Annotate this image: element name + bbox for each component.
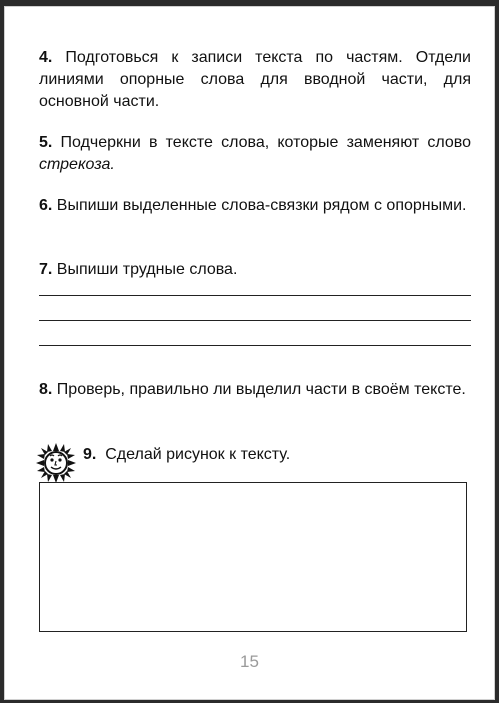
task-number: 7. [39, 261, 53, 278]
task-number: 4. [39, 49, 53, 66]
task-text: Проверь, правильно ли выделил части в своём тексте. [56, 381, 466, 398]
task-text: Сделай рисунок к тексту. [105, 446, 291, 463]
task-text: Подготовься к записи текста по частям. Отдели линиями опорные слова для вводной части, для основной части. [39, 49, 471, 110]
task-text-italic: стрекоза. [39, 156, 115, 173]
task-text: Выпиши трудные слова. [56, 261, 238, 278]
task-text: Подчеркни в тексте слова, которые заменяют слово [60, 134, 471, 151]
task-5 [39, 132, 471, 176]
task-number: 5. [39, 134, 53, 151]
task-text: Выпиши выделенные слова-связки рядом с опорными. [56, 197, 467, 214]
answer-line[interactable] [39, 345, 471, 346]
sun-face-icon [36, 443, 76, 483]
task-4 [39, 47, 471, 113]
task-number: 6. [39, 197, 53, 214]
task-8 [39, 379, 471, 401]
workbook-page [4, 6, 495, 700]
task-9 [83, 444, 463, 466]
task-number: 9. [83, 446, 97, 463]
answer-line[interactable] [39, 295, 471, 296]
task-number: 8. [39, 381, 53, 398]
task-6 [39, 195, 471, 217]
answer-line[interactable] [39, 320, 471, 321]
task-7 [39, 259, 471, 281]
drawing-area[interactable] [39, 482, 467, 632]
page-number: 15 [240, 652, 259, 671]
